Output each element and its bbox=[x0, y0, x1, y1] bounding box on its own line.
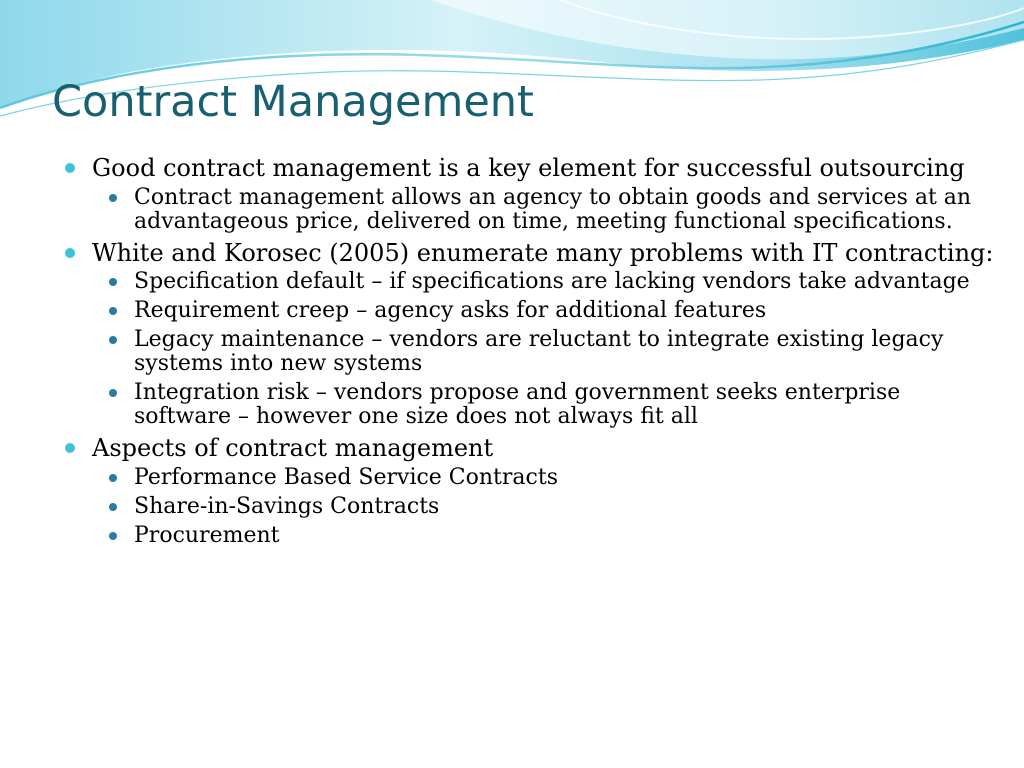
bullet-text: Share-in-Savings Contracts bbox=[134, 493, 440, 519]
bullet-dot-icon bbox=[65, 248, 75, 258]
bullet-dot-icon bbox=[109, 278, 117, 286]
bullet-text: Performance Based Service Contracts bbox=[134, 464, 558, 490]
bullet-dot-icon bbox=[109, 389, 117, 397]
bullet-dot-icon bbox=[109, 194, 117, 202]
bullet-text: Contract management allows an agency to obtain goods and services at an advantageous price, delivered on time, meeting functional specifications. bbox=[134, 184, 972, 234]
bullet-dot-icon bbox=[109, 307, 117, 315]
bullet-level2-item bbox=[64, 299, 994, 323]
bullet-level2-item bbox=[64, 495, 994, 519]
bullet-level2-item bbox=[64, 186, 994, 234]
bullet-level2-item bbox=[64, 270, 994, 294]
bullet-dot-icon bbox=[65, 443, 75, 453]
bullet-level2-item bbox=[64, 328, 994, 376]
bullet-level1-item bbox=[64, 238, 994, 267]
bullet-dot-icon bbox=[109, 503, 117, 511]
bullet-text: Good contract management is a key element for successful outsourcing bbox=[92, 154, 965, 182]
bullet-level1-item bbox=[64, 436, 994, 461]
bullet-dot-icon bbox=[109, 474, 117, 482]
bullet-level2-item bbox=[64, 381, 994, 429]
bullet-dot-icon bbox=[65, 163, 75, 173]
bullet-dot-icon bbox=[109, 336, 117, 344]
bullet-text: Specification default – if specifications are lacking vendors take advantage bbox=[134, 269, 970, 294]
bullet-text: Legacy maintenance – vendors are reluctant to integrate existing legacy systems into new systems bbox=[134, 327, 944, 376]
bullet-list bbox=[64, 156, 994, 548]
slide-title: Contract Management bbox=[52, 77, 534, 127]
bullet-text: Integration risk – vendors propose and government seeks enterprise software – however one size does not always fit all bbox=[134, 380, 901, 429]
bullet-text: Requirement creep – agency asks for additional features bbox=[134, 298, 767, 323]
bullet-dot-icon bbox=[109, 532, 117, 540]
bullet-text: Aspects of contract management bbox=[92, 434, 494, 462]
bullet-level1-item bbox=[64, 156, 994, 181]
bullet-text: Procurement bbox=[134, 522, 280, 548]
bullet-level2-item bbox=[64, 524, 994, 548]
bullet-level2-item bbox=[64, 466, 994, 490]
bullet-text: White and Korosec (2005) enumerate many problems with IT contracting: bbox=[92, 238, 994, 267]
